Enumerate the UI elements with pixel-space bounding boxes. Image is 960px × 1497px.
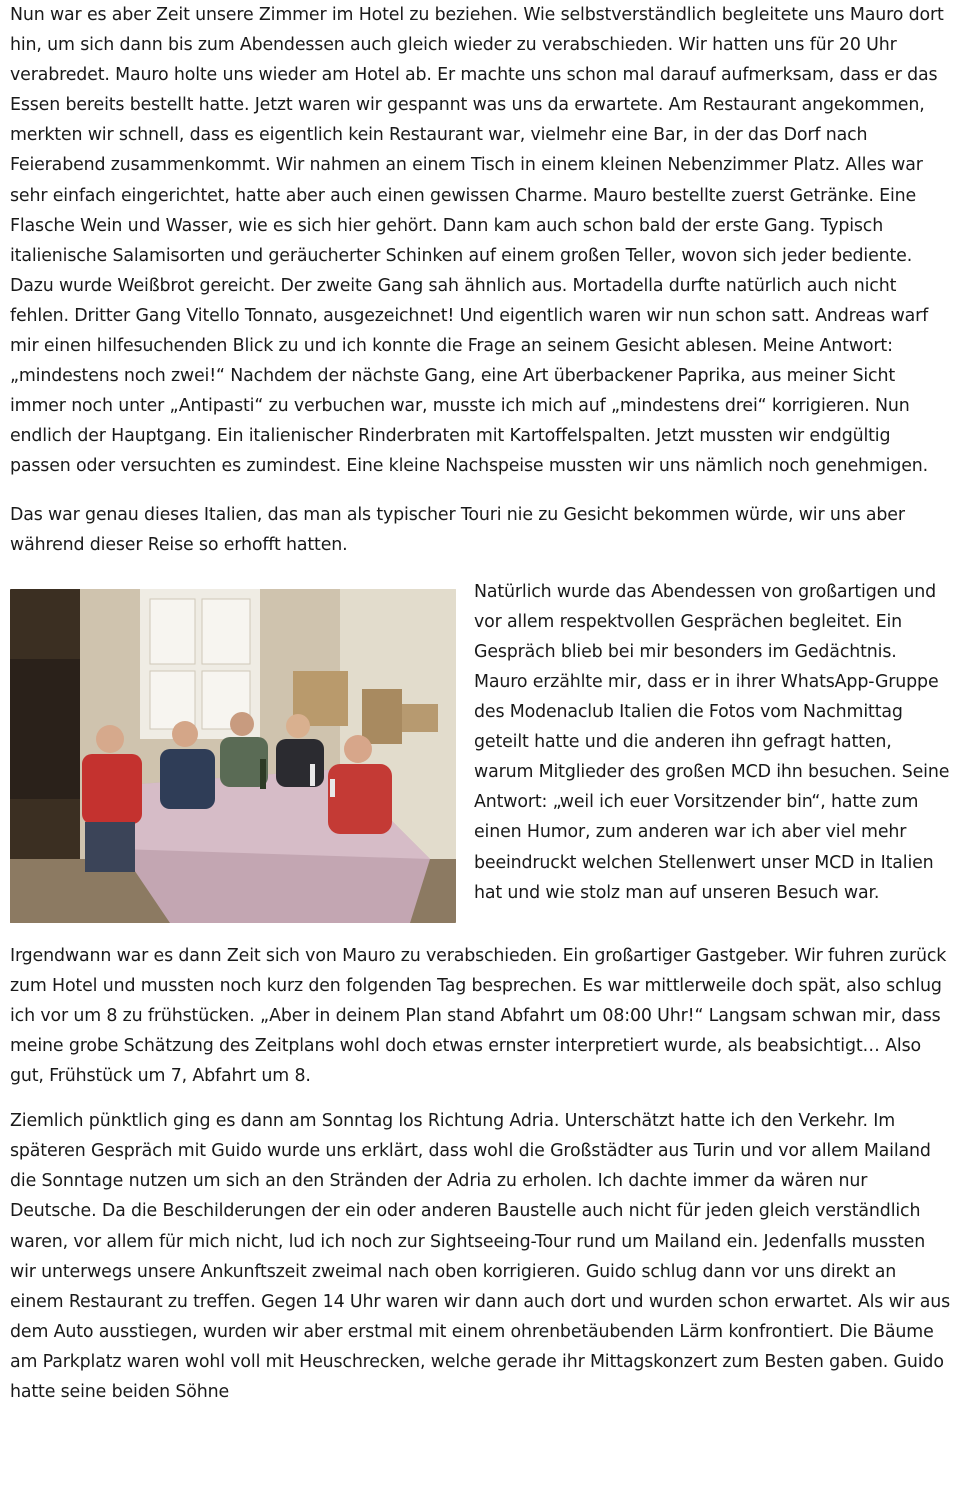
photo-side-text-column — [474, 577, 950, 908]
dinner-photo-illustration — [10, 589, 456, 923]
paragraph-conversations: Natürlich wurde das Abendessen von großartigen und vor allem respektvollen Gesprächen begleitet. Ein Gespräch blieb bei mir besonders im Gedächtnis. Mauro erzählte mir, dass er in ihrer WhatsApp-Gruppe des Modenaclub Italien die Fotos vom Nachmittag geteilt hatte und die anderen ihn gefragt hatten, warum Mitglieder des großen MCD ihn besuchen. Seine Antwort: „weil ich euer Vorsitzender bin“, hatte zum einen Humor, zum anderen war ich aber viel mehr beeindruckt welchen Stellenwert unser MCD in Italien hat und wie stolz man auf unseren Besuch war. — [474, 581, 950, 903]
photo-text-block — [10, 577, 950, 923]
dinner-group-photo — [10, 589, 456, 923]
paragraph-italy-reflection: Das war genau dieses Italien, das man als typischer Touri nie zu Gesicht bekommen würde, wir uns aber während dieser Reise so erhofft hatten. — [10, 504, 905, 555]
paragraph-farewell: Irgendwann war es dann Zeit sich von Mauro zu verabschieden. Ein großartiger Gastgeber. Wir fuhren zurück zum Hotel und mussten noch kurz den folgenden Tag besprechen. Es war mittlerweile doch spät, also schlug ich vor um 8 zu frühstücken. „Aber in deinem Plan stand Abfahrt um 08:00 Uhr!“ Langsam schwan mir, dass meine grobe Schätzung des Zeitplans wohl doch etwas ernster interpretiert wurde, als beabsichtigt… Also gut, Frühstück um 7, Abfahrt um 8. — [10, 945, 947, 1087]
paragraph-sunday-trip: Ziemlich pünktlich ging es dann am Sonntag los Richtung Adria. Unterschätzt hatte ich den Verkehr. Im späteren Gespräch mit Guido wurde uns erklärt, dass wohl die Großstädter aus Turin und vor allem Mailand die Sonntage nutzen um sich an den Stränden der Adria zu erholen. Ich dachte immer da wären nur Deutsche. Da die Beschilderungen der ein oder anderen Baustelle auch nicht für jeden gleich verständlich waren, vor allem für mich nicht, lud ich noch zur Sightseeing-Tour rund um Mailand ein. Jedenfalls mussten wir unterwegs unsere Ankunftszeit zweimal nach oben korrigieren. Guido schlug dann vor uns direkt an einem Restaurant zu treffen. Gegen 14 Uhr waren wir dann auch dort und wurden schon erwartet. Als wir aus dem Auto ausstiegen, wurden wir aber erstmal mit einem ohrenbetäubenden Lärm konfrontiert. Die Bäume am Parkplatz waren wohl voll mit Heuschrecken, welche gerade ihr Mittagskonzert zum Besten gaben. Guido hatte seine beiden Söhne — [10, 1111, 950, 1402]
paragraph-dinner-story: Nun war es aber Zeit unsere Zimmer im Hotel zu beziehen. Wie selbstverständlich begleitete uns Mauro dort hin, um sich dann bis zum Abendessen auch gleich wieder zu verabschieden. Wir hatten uns für 20 Uhr verabredet. Mauro holte uns wieder am Hotel ab. Er machte uns schon mal darauf aufmerksam, dass er das Essen bereits bestellt hatte. Jetzt waren wir gespannt was uns da erwartete. Am Restaurant angekommen, merkten wir schnell, dass es eigentlich kein Restaurant war, vielmehr eine Bar, in der das Dorf nach Feierabend zusammenkommt. Wir nahmen an einem Tisch in einem kleinen Nebenzimmer Platz. Alles war sehr einfach eingerichtet, hatte aber auch einen gewissen Charme. Mauro bestellte zuerst Getränke. Eine Flasche Wein und Wasser, wie es sich hier gehört. Dann kam auch schon bald der erste Gang. Typisch italienische Salamisorten und geräucherter Schinken auf einem großen Teller, wovon sich jeder bediente. Dazu wurde Weißbrot gereicht. Der zweite Gang sah ähnlich aus. Mortadella durfte natürlich auch nicht fehlen. Dritter Gang Vitello Tonnato, ausgezeichnet! Und eigentlich waren wir nun schon satt. Andreas warf mir einen hilfesuchenden Blick zu und ich konnte die Frage an seinem Gesicht ablesen. Meine Antwort: „mindestens noch zwei!“ Nachdem der nächste Gang, eine Art überbackener Paprika, aus meiner Sicht immer noch unter „Antipasti“ zu verbuchen war, musste ich mich auf „mindestens drei“ korrigieren. Nun endlich der Hauptgang. Ein italienischer Rinderbraten mit Kartoffelspalten. Jetzt mussten wir endgültig passen oder versuchten es zumindest. Eine kleine Nachspeise mussten wir uns nämlich noch genehmigen. — [10, 5, 944, 477]
